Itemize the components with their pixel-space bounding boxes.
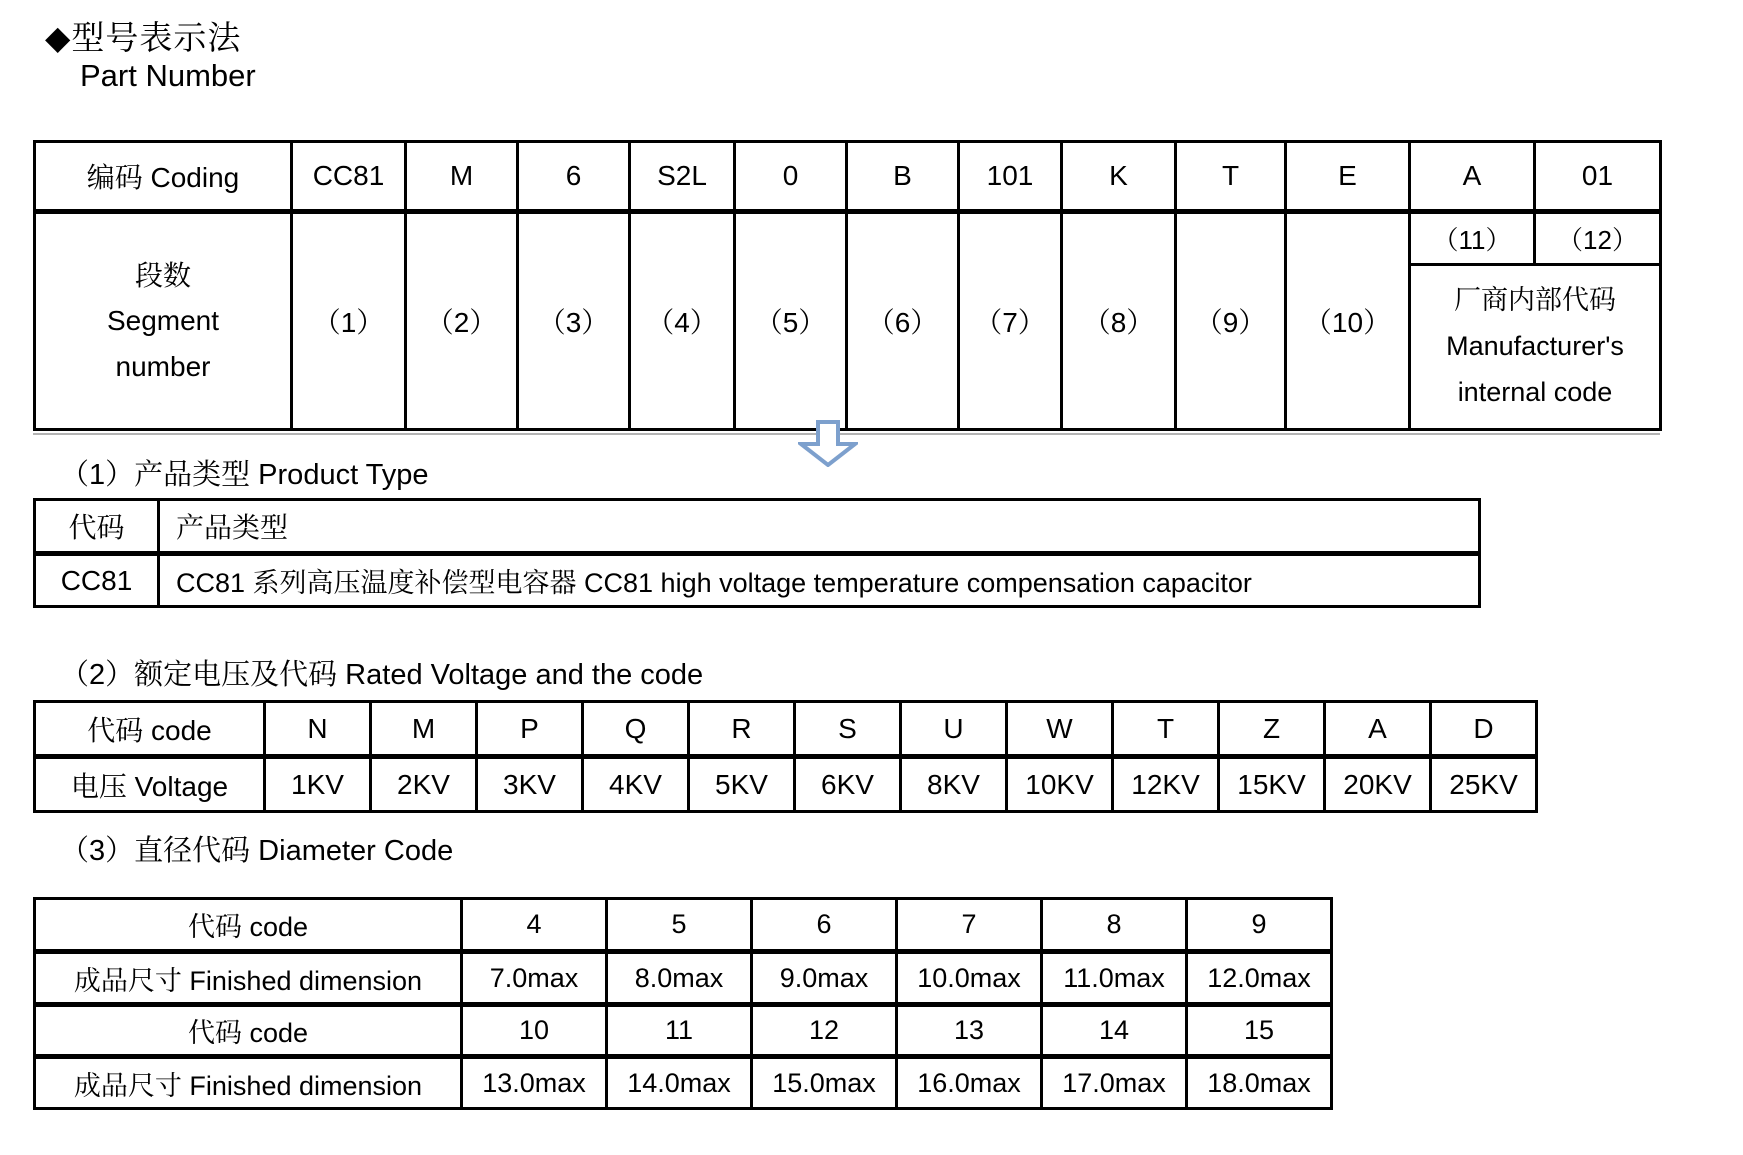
product-type-code-value: CC81 [35, 554, 159, 607]
segment-cell: （4） [630, 212, 735, 430]
product-type-data-row [35, 554, 1480, 607]
voltage-code-cell: M [371, 702, 477, 757]
product-type-header-row [35, 500, 1480, 554]
page-title: ◆型号表示法 [45, 19, 242, 56]
section1-heading: （1）产品类型 Product Type [60, 459, 429, 491]
voltage-code-cell: Q [583, 702, 689, 757]
code-cell: S2L [630, 142, 735, 212]
segment-cell: （2） [406, 212, 518, 430]
dimension-cell: 13.0max [462, 1057, 607, 1109]
diameter-code-cell: 8 [1042, 899, 1187, 952]
voltage-value-cell: 20KV [1325, 757, 1431, 812]
dimension-cell: 11.0max [1042, 952, 1187, 1005]
down-arrow-icon [798, 420, 858, 467]
product-type-code-header: 代码 [35, 500, 159, 554]
voltage-code-cell: A [1325, 702, 1431, 757]
voltage-value-cell: 2KV [371, 757, 477, 812]
code-cell: 0 [735, 142, 847, 212]
code-cell: 101 [959, 142, 1062, 212]
segment-cell-12: （12） [1535, 212, 1661, 265]
diameter-code-cell: 13 [897, 1005, 1042, 1057]
voltage-code-cell: S [795, 702, 901, 757]
page-subtitle: Part Number [80, 58, 256, 93]
voltage-value-label: 电压 Voltage [35, 757, 265, 812]
dimension-cell: 18.0max [1187, 1057, 1332, 1109]
segment-cell: （3） [518, 212, 630, 430]
voltage-code-cell: D [1431, 702, 1537, 757]
diameter-code-cell: 9 [1187, 899, 1332, 952]
segment-cell: （9） [1176, 212, 1286, 430]
finished-dimension-label: 成品尺寸 Finished dimension [35, 1057, 462, 1109]
dimension-cell: 12.0max [1187, 952, 1332, 1005]
segment-row [35, 212, 1661, 265]
voltage-code-cell: T [1113, 702, 1219, 757]
code-cell: 6 [518, 142, 630, 212]
product-type-description: CC81 系列高压温度补偿型电容器 CC81 high voltage temperature compensation capacitor [159, 554, 1480, 607]
voltage-value-cell: 5KV [689, 757, 795, 812]
coding-row-label: 编码 Coding [35, 142, 292, 212]
voltage-code-cell: Z [1219, 702, 1325, 757]
manufacturer-label-en1: Manufacturer's [1446, 331, 1624, 362]
segment-cell: （5） [735, 212, 847, 430]
diameter-code-cell: 15 [1187, 1005, 1332, 1057]
segment-row-label [35, 212, 292, 430]
section2-heading: （2）额定电压及代码 Rated Voltage and the code [60, 659, 704, 691]
diameter-code-label: 代码 code [35, 899, 462, 952]
voltage-value-cell: 25KV [1431, 757, 1537, 812]
diameter-dimension-row-2 [35, 1057, 1332, 1109]
product-type-header: 产品类型 [159, 500, 1480, 554]
segment-cell: （1） [292, 212, 406, 430]
dimension-cell: 8.0max [607, 952, 752, 1005]
diameter-code-cell: 4 [462, 899, 607, 952]
section3-heading: （3）直径代码 Diameter Code [60, 835, 454, 867]
code-cell: A [1410, 142, 1535, 212]
finished-dimension-label: 成品尺寸 Finished dimension [35, 952, 462, 1005]
diameter-code-cell: 11 [607, 1005, 752, 1057]
dimension-cell: 16.0max [897, 1057, 1042, 1109]
manufacturer-label-en2: internal code [1457, 376, 1613, 407]
segment-cell: （7） [959, 212, 1062, 430]
voltage-code-cell: P [477, 702, 583, 757]
diameter-code-row-1 [35, 899, 1332, 952]
dimension-cell: 7.0max [462, 952, 607, 1005]
voltage-code-row [35, 702, 1537, 757]
voltage-value-cell: 3KV [477, 757, 583, 812]
diameter-dimension-row-1 [35, 952, 1332, 1005]
segment-label-cn: 段数 [134, 259, 191, 291]
voltage-value-cell: 12KV [1113, 757, 1219, 812]
voltage-value-row [35, 757, 1537, 812]
diameter-code-cell: 12 [752, 1005, 897, 1057]
dimension-cell: 14.0max [607, 1057, 752, 1109]
segment-cell: （10） [1286, 212, 1410, 430]
dimension-cell: 10.0max [897, 952, 1042, 1005]
diameter-code-cell: 14 [1042, 1005, 1187, 1057]
segment-label-en1: Segment [106, 305, 220, 337]
coding-row [35, 142, 1661, 212]
product-type-table [33, 498, 1481, 608]
voltage-value-cell: 15KV [1219, 757, 1325, 812]
manufacturer-internal-code-cell [1410, 265, 1661, 430]
code-cell: 01 [1535, 142, 1661, 212]
code-cell: T [1176, 142, 1286, 212]
segment-label-en2: number [115, 350, 211, 382]
diameter-code-label: 代码 code [35, 1005, 462, 1057]
segment-cell-11: （11） [1410, 212, 1535, 265]
dimension-cell: 15.0max [752, 1057, 897, 1109]
code-cell: K [1062, 142, 1176, 212]
diameter-code-cell: 6 [752, 899, 897, 952]
segment-cell: （8） [1062, 212, 1176, 430]
voltage-code-cell: U [901, 702, 1007, 757]
dimension-cell: 17.0max [1042, 1057, 1187, 1109]
rated-voltage-table [33, 700, 1538, 813]
code-cell: E [1286, 142, 1410, 212]
diameter-code-table [33, 897, 1333, 1110]
voltage-value-cell: 10KV [1007, 757, 1113, 812]
voltage-code-label: 代码 code [35, 702, 265, 757]
diameter-code-cell: 7 [897, 899, 1042, 952]
diameter-code-cell: 5 [607, 899, 752, 952]
voltage-code-cell: N [265, 702, 371, 757]
voltage-value-cell: 1KV [265, 757, 371, 812]
diameter-code-cell: 10 [462, 1005, 607, 1057]
diameter-code-row-2 [35, 1005, 1332, 1057]
code-cell: M [406, 142, 518, 212]
voltage-code-cell: R [689, 702, 795, 757]
voltage-value-cell: 6KV [795, 757, 901, 812]
voltage-code-cell: W [1007, 702, 1113, 757]
voltage-value-cell: 4KV [583, 757, 689, 812]
voltage-value-cell: 8KV [901, 757, 1007, 812]
manufacturer-label-cn: 厂商内部代码 [1454, 285, 1616, 316]
dimension-cell: 9.0max [752, 952, 897, 1005]
segment-cell: （6） [847, 212, 959, 430]
part-number-coding-table [33, 140, 1662, 431]
code-cell: B [847, 142, 959, 212]
code-cell: CC81 [292, 142, 406, 212]
